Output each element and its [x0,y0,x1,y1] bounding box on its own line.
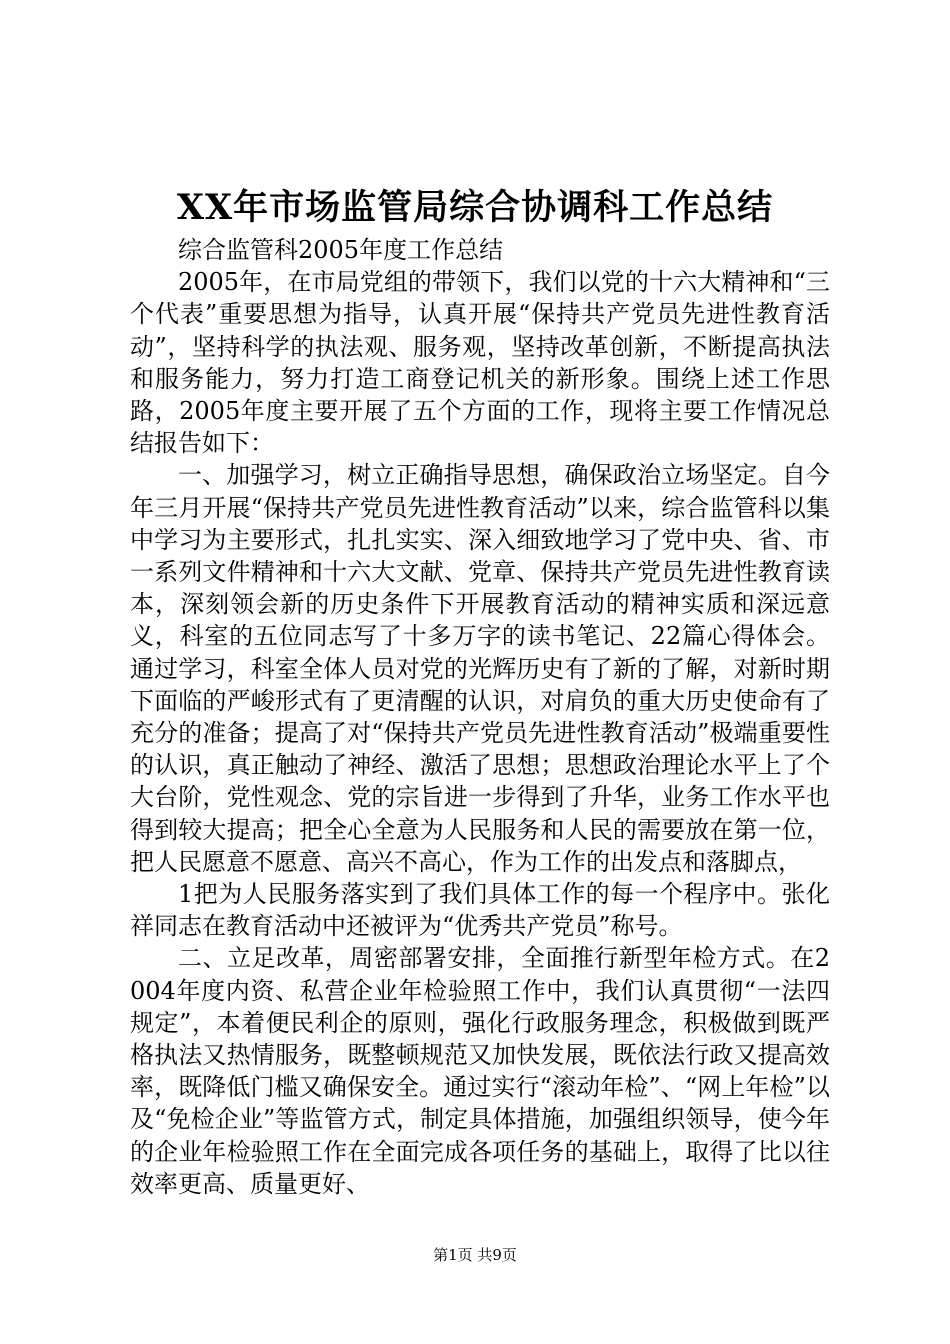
paragraph-intro: 2005年，在市局党组的带领下，我们以党的十六大精神和“三个代表”重要思想为指导，认真开展“保持共产党员先进性教育活动”，坚持科学的执法观、服务观，坚持改革创新，不断提高执法和服务能力，努力打造工商登记机关的新形象。围绕上述工作思路，2005年度主要开展了五个方面的工作，现将主要工作情况总结报告如下： [130,268,830,458]
paragraph-subtitle: 综合监管科2005年度工作总结 [178,236,504,264]
paragraph-section-one: 一、加强学习，树立正确指导思想，确保政治立场坚定。自今年三月开展“保持共产党员先进性教育活动”以来，综合监管科以集中学习为主要形式，扎扎实实、深入细致地学习了党中央、省、市一系列文件精神和十六大文献、党章、保持共产党员先进性教育读本，深刻领会新的历史条件下开展教育活动的精神实质和深远意义，科室的五位同志写了十多万字的读书笔记、22篇心得体会。通过学习，科室全体人员对党的光辉历史有了新的了解，对新时期下面临的严峻形式有了更清醒的认识，对肩负的重大历史使命有了充分的准备；提高了对“保持共产党员先进性教育活动”极端重要性的认识，真正触动了神经、激活了思想；思想政治理论水平上了个大台阶，党性观念、党的宗旨进一步得到了升华，业务工作水平也得到较大提高；把全心全意为人民服务和人民的需要放在第一位，把人民愿意不愿意、高兴不高心，作为工作的出发点和落脚点， [130,461,830,876]
document-body [130,234,830,1200]
paragraph-section-one-cont: 1把为人民服务落实到了我们具体工作的每一个程序中。张化祥同志在教育活动中还被评为“优秀共产党员”称号。 [130,880,830,941]
paragraph-section-two: 二、立足改革，周密部署安排，全面推行新型年检方式。在2004年度内资、私营企业年检验照工作中，我们认真贯彻“一法四规定”，本着便民利企的原则，强化行政服务理念，积极做到既严格执法又热情服务，既整顿规范又加快发展，既依法行政又提高效率，既降低门槛又确保安全。通过实行“滚动年检”、“网上年检”以及“免检企业”等监管方式，制定具体措施，加强组织领导，使今年的企业年检验照工作在全面完成各项任务的基础上，取得了比以往效率更高、质量更好、 [130,944,830,1198]
page-number-footer: 第1页 共9页 [433,1246,517,1264]
document-title: XX年市场监管局综合协调科工作总结 [176,187,774,228]
